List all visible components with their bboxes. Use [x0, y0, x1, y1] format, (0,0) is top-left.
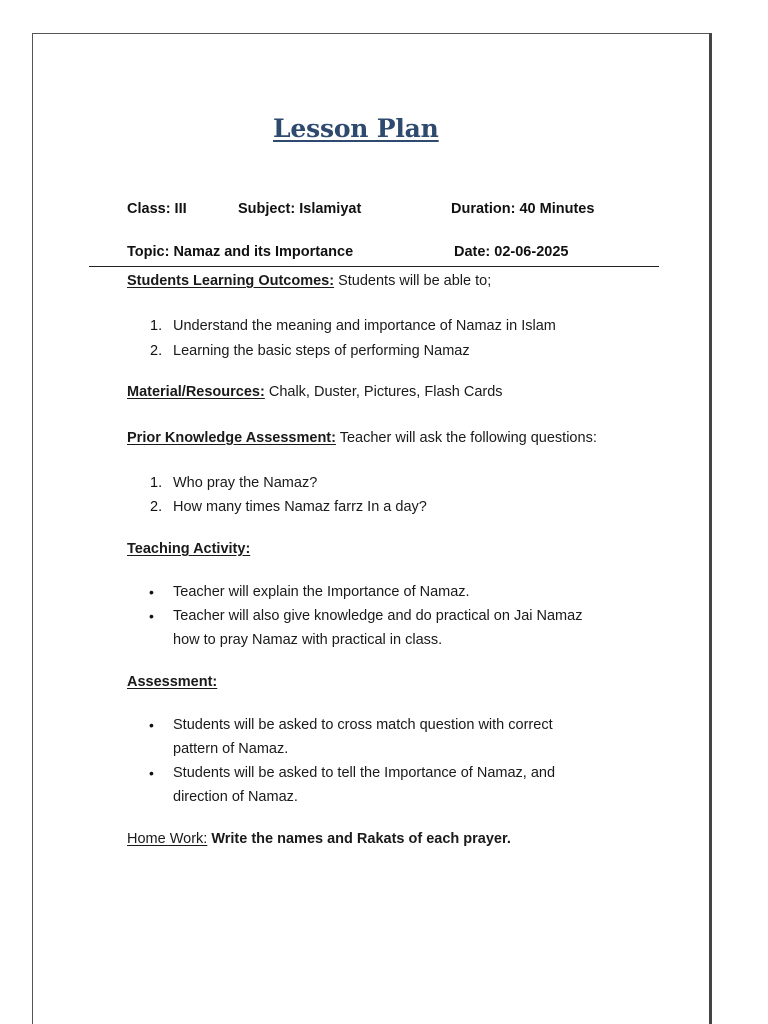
list-number: 1.	[150, 475, 163, 491]
list-number: 2.	[150, 343, 163, 359]
prior-question: How many times Namaz farrz In a day?	[173, 499, 427, 515]
list-number: 2.	[150, 499, 163, 515]
topic-label: Topic: Namaz and its Importance	[127, 244, 354, 260]
list-number: 1.	[150, 318, 163, 334]
bullet-marker: •	[149, 584, 154, 600]
assessment-line	[127, 674, 217, 690]
outcome-item: Understand the meaning and importance of Namaz in Islam	[173, 318, 556, 334]
homework-heading: Home Work:	[127, 831, 208, 847]
class-label: Class: III	[127, 201, 187, 217]
header-divider	[89, 266, 659, 267]
prior-heading: Prior Knowledge Assessment:	[127, 430, 336, 446]
outcomes-heading: Students Learning Outcomes:	[127, 273, 335, 289]
prior-intro: Teacher will ask the following questions:	[335, 430, 597, 446]
assessment-item-continued: direction of Namaz.	[173, 789, 298, 805]
assessment-item-continued: pattern of Namaz.	[173, 741, 289, 757]
teaching-item-continued: how to pray Namaz with practical in class.	[173, 632, 443, 648]
homework-line	[127, 831, 511, 847]
duration-label: Duration: 40 Minutes	[451, 201, 595, 217]
homework-text: Write the names and Rakats of each prayer.	[207, 831, 511, 847]
assessment-item: Students will be asked to cross match question with correct	[173, 717, 553, 733]
prior-question: Who pray the Namaz?	[173, 475, 318, 491]
outcome-item: Learning the basic steps of performing Namaz	[173, 343, 470, 359]
document-page	[32, 33, 712, 1024]
date-label: Date: 02-06-2025	[454, 244, 569, 260]
outcomes-intro: Students will be able to;	[334, 273, 492, 289]
materials-line	[127, 384, 503, 400]
prior-line	[127, 430, 597, 446]
teaching-heading: Teaching Activity:	[127, 541, 251, 557]
bullet-marker: •	[149, 765, 154, 781]
teaching-item: Teacher will also give knowledge and do practical on Jai Namaz	[173, 608, 583, 624]
page-title: Lesson Plan	[273, 114, 439, 143]
bullet-marker: •	[149, 608, 154, 624]
subject-label: Subject: Islamiyat	[238, 201, 362, 217]
teaching-item: Teacher will explain the Importance of Namaz.	[173, 584, 470, 600]
outcomes-line	[127, 273, 491, 289]
assessment-heading: Assessment:	[127, 674, 218, 690]
materials-heading: Material/Resources:	[127, 384, 265, 400]
bullet-marker: •	[149, 717, 154, 733]
assessment-item: Students will be asked to tell the Importance of Namaz, and	[173, 765, 556, 781]
teaching-line	[127, 541, 250, 557]
materials-text: Chalk, Duster, Pictures, Flash Cards	[264, 384, 503, 400]
